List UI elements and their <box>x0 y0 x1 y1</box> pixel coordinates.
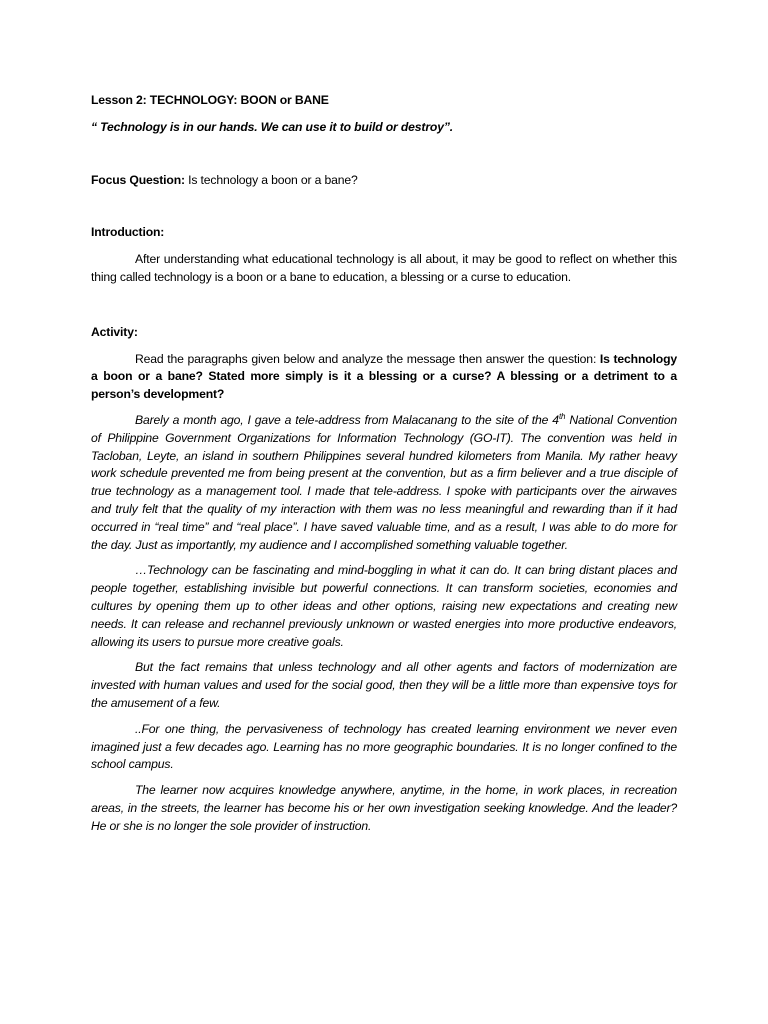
focus-question <box>91 172 677 190</box>
document-body <box>91 92 677 836</box>
activity-heading: Activity: <box>91 324 138 339</box>
focus-question-text: Is technology a boon or a bane? <box>184 172 358 187</box>
lesson-title: Lesson 2: TECHNOLOGY: BOON or BANE <box>91 93 329 107</box>
introduction-paragraph: After understanding what educational technology is all about, it may be good to reflect on whether this thing called technology is a boon or a bane to education, a blessing or a curse to education. <box>91 252 677 284</box>
lesson-quote: “ Technology is in our hands. We can use it to build or destroy”. <box>91 119 454 134</box>
reading-paragraph-5: The learner now acquires knowledge anywhere, anytime, in the home, in work places, in recreation areas, in the streets, the learner has become his or her own investigation seeking knowledge. And the leader? He or she is no longer the sole provider of instruction. <box>91 783 677 833</box>
reading-paragraph-1-start: Barely a month ago, I gave a tele-address from Malacanang to the site of the 4 <box>135 412 559 427</box>
reading-paragraph-1 <box>91 412 677 554</box>
activity-instruction-text: Read the paragraphs given below and analyze the message then answer the question: <box>135 351 600 366</box>
reading-paragraph-3: But the fact remains that unless technology and all other agents and factors of modernization are invested with human values and used for the social good, then they will be a little more than expensive toys for the amusement of a few. <box>91 660 677 710</box>
activity-instruction <box>91 351 677 404</box>
reading-paragraph-4: ..For one thing, the pervasiveness of technology has created learning environment we never even imagined just a few decades ago. Learning has no more geographic boundaries. It is no longer confined to the school campus. <box>91 721 677 772</box>
introduction-heading: Introduction: <box>91 225 165 240</box>
activity-question: Is technology a boon or a bane? Stated more simply is it a blessing or a curse? A blessing or a detriment to a person’s development? <box>91 351 677 402</box>
focus-question-label: Focus Question: <box>91 172 185 187</box>
reading-paragraph-1-rest: National Convention of Philippine Government Organizations for Information Technology (GO-IT). The convention was held in Tacloban, Leyte, an island in southern Philippines several hundred kilometers from Manila. My rather heavy work schedule prevented me from being present at the convention, but as a firm believer and a true disciple of true technology as a management tool. I made that tele-address. I spoke with participants over the airwaves and truly felt that the quality of my interaction with them was no less meaningful and rewarding than if it had occurred in “real time” and “real place”. I have saved valuable time, and as a result, I was able to do more for the day. Just as importantly, my audience and I accomplished something valuable together. <box>91 412 677 552</box>
ordinal-superscript: th <box>558 411 566 421</box>
reading-paragraph-2: …Technology can be fascinating and mind-boggling in what it can do. It can bring distant places and people together, establishing invisible but powerful connections. It can transform societies, economies and cultures by opening them up to other ideas and other options, raising new expectations and creating new needs. It can release and rechannel previously unknown or wasted energies into more productive endeavors, allowing its users to pursue more creative goals. <box>91 563 677 649</box>
